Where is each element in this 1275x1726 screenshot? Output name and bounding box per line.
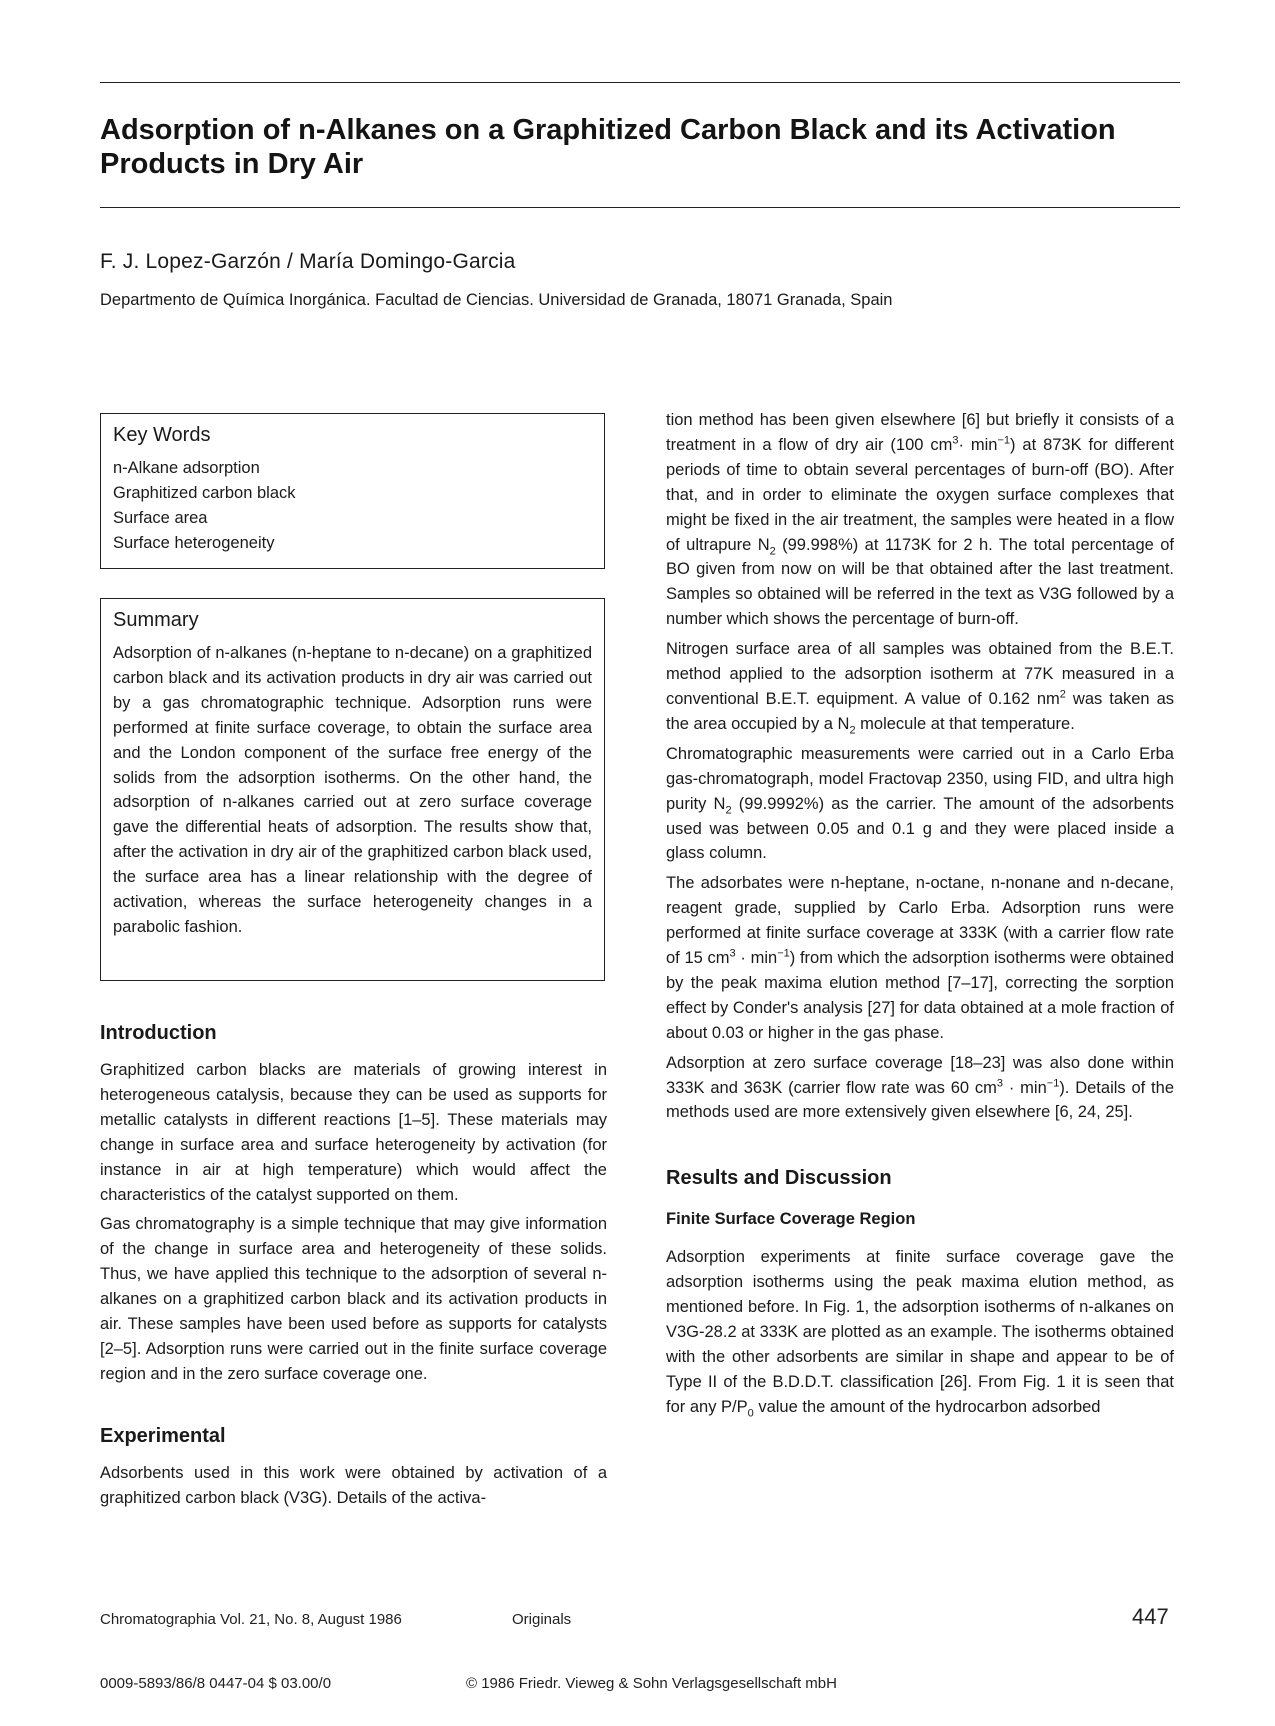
experimental-paragraph: Adsorbents used in this work were obtained by activation of a graphitized carbon black (V3G). Details of the activa- bbox=[100, 1463, 607, 1507]
page-number: 447 bbox=[1132, 1604, 1169, 1629]
right-column bbox=[666, 408, 1174, 1425]
intro-paragraph: Graphitized carbon blacks are materials of growing interest in heterogeneous catalysis, because they can be used as supports for metallic catalysts in different reactions [1–5]. These materials may change in surface area and surface heterogeneity by activation (for instance in air at high temperature) which would affect the characteristics of the catalyst supported on them. bbox=[100, 1061, 607, 1204]
affiliation: Departmento de Química Inorgánica. Facultad de Ciencias. Universidad de Granada, 18071 Granada, Spain bbox=[100, 291, 893, 309]
chromatography-paragraph: Chromatographic measurements were carried out in a Carlo Erba gas-chromatograph, model Fractovap 2350, using FID, and ultra high purity $N_2$ (99.9992%) as the carrier. The amount of the adsorbents used was between 0.05 and 0.1 g and they were placed inside a glass column. bbox=[666, 744, 1174, 863]
zero-coverage-paragraph: Adsorption at zero surface coverage [18–23] was also done within 333K and 363K (carrier flow rate was 60 $cm^3 \cdot \min^{-1}$). Details of the methods used are more extensively given elsewhere [6, 24, 25]. bbox=[666, 1053, 1174, 1122]
left-column bbox=[100, 1020, 607, 1516]
keyword-item: Surface heterogeneity bbox=[113, 533, 275, 552]
summary-box bbox=[100, 598, 605, 981]
results-paragraph: Adsorption experiments at finite surface coverage gave the adsorption isotherms using the peak maxima elution method, as mentioned before. In Fig. 1, the adsorption isotherms of n-alkanes on V3G-28.2 at 333K are plotted as an example. The isotherms obtained with the other adsorbents are similar in shape and appear to be of Type II of the B.D.D.T. classification [26]. From Fig. 1 it is seen that for any $P/P_0$ value the amount of the hydrocarbon adsorbed bbox=[666, 1248, 1174, 1420]
keyword-item: n-Alkane adsorption bbox=[113, 459, 260, 477]
keywords-box bbox=[100, 413, 605, 569]
section-label: Originals bbox=[512, 1611, 572, 1628]
keyword-item: Surface area bbox=[113, 508, 208, 527]
finite-coverage-subheading: Finite Surface Coverage Region bbox=[666, 1210, 916, 1229]
summary-text: Adsorption of n-alkanes (n-heptane to n-decane) on a graphitized carbon black and its activation products in dry air was carried out by a gas chromatographic technique. Adsorption runs were performed at finite surface coverage, to obtain the surface area and the London component of the surface free energy of the solids from the adsorption isotherms. On the other hand, the adsorption of n-alkanes carried out at zero surface coverage gave the differential heats of adsorption. The results show that, after the activation in dry air of the graphitized carbon black used, the surface area has a linear relationship with the degree of activation, whereas the surface heterogeneity changes in a parabolic fashion. bbox=[113, 644, 592, 936]
introduction-heading: Introduction bbox=[100, 1022, 217, 1044]
authors: F. J. Lopez-Garzón / María Domingo-Garcia bbox=[100, 250, 516, 273]
nitrogen-paragraph: Nitrogen surface area of all samples was obtained from the B.E.T. method applied to the adsorption isotherm at 77K measured in a conventional B.E.T. equipment. A value of 0.162 $nm^2$ was taken as the area occupied by a $N_2$ molecule at that temperature. bbox=[666, 640, 1175, 737]
title-rule bbox=[100, 207, 1180, 208]
issn-line: 0009-5893/86/8 0447-04 $ 03.00/0 bbox=[100, 1675, 332, 1692]
keywords-list bbox=[113, 456, 592, 556]
intro-paragraph: Gas chromatography is a simple technique that may give information of the change in surface area and heterogeneity of these solids. Thus, we have applied this technique to the adsorption of several n-alkanes on a graphitized carbon black and its activation products in air. These samples have been used before as supports for catalysts [2–5]. Adsorption runs were carried out in the finite surface coverage region and in the zero surface coverage one. bbox=[100, 1215, 607, 1383]
results-heading: Results and Discussion bbox=[666, 1167, 892, 1190]
experimental-paragraph-cont: tion method has been given elsewhere [6] but briefly it consists of a treatment in a flow of dry air (100 $cm^3\cdot \min^{-1}$) at 873K for different periods of time to obtain several percentages of burn-off (BO). After that, and in order to eliminate the oxygen surface complexes that might be fixed in the air treatment, the samples were heated in a flow of ultrapure $N_2$ (99.998%) at 1173K for 2 h. The total percentage of BO given from now on will be that obtained after the last treatment. Samples so obtained will be referred in the text as V3G followed by a number which shows the percentage of burn-off. bbox=[666, 411, 1174, 629]
adsorbates-paragraph: The adsorbates were n-heptane, n-octane, n-nonane and n-decane, reagent grade, supplied by Carlo Erba. Adsorption runs were performed at finite surface coverage at 333K (with a carrier flow rate of 15 $cm^3 \cdot \min^{-1}$) from which the adsorption isotherms were obtained by the peak maxima elution method [7–17], correcting the sorption effect by Conder's analysis [27] for data obtained at a mole fraction of about 0.03 or higher in the gas phase. bbox=[666, 874, 1175, 1042]
article-title: Adsorption of n-Alkanes on a Graphitized Carbon Black and its Activation Products in Dry Air bbox=[100, 114, 1116, 180]
keyword-item: Graphitized carbon black bbox=[113, 483, 296, 502]
top-rule bbox=[100, 82, 1180, 83]
keywords-heading: Key Words bbox=[113, 424, 211, 446]
experimental-heading: Experimental bbox=[100, 1424, 226, 1447]
copyright-line: © 1986 Friedr. Vieweg & Sohn Verlagsgesellschaft mbH bbox=[466, 1675, 837, 1692]
journal-citation: Chromatographia Vol. 21, No. 8, August 1986 bbox=[100, 1611, 402, 1628]
summary-heading: Summary bbox=[113, 609, 199, 631]
